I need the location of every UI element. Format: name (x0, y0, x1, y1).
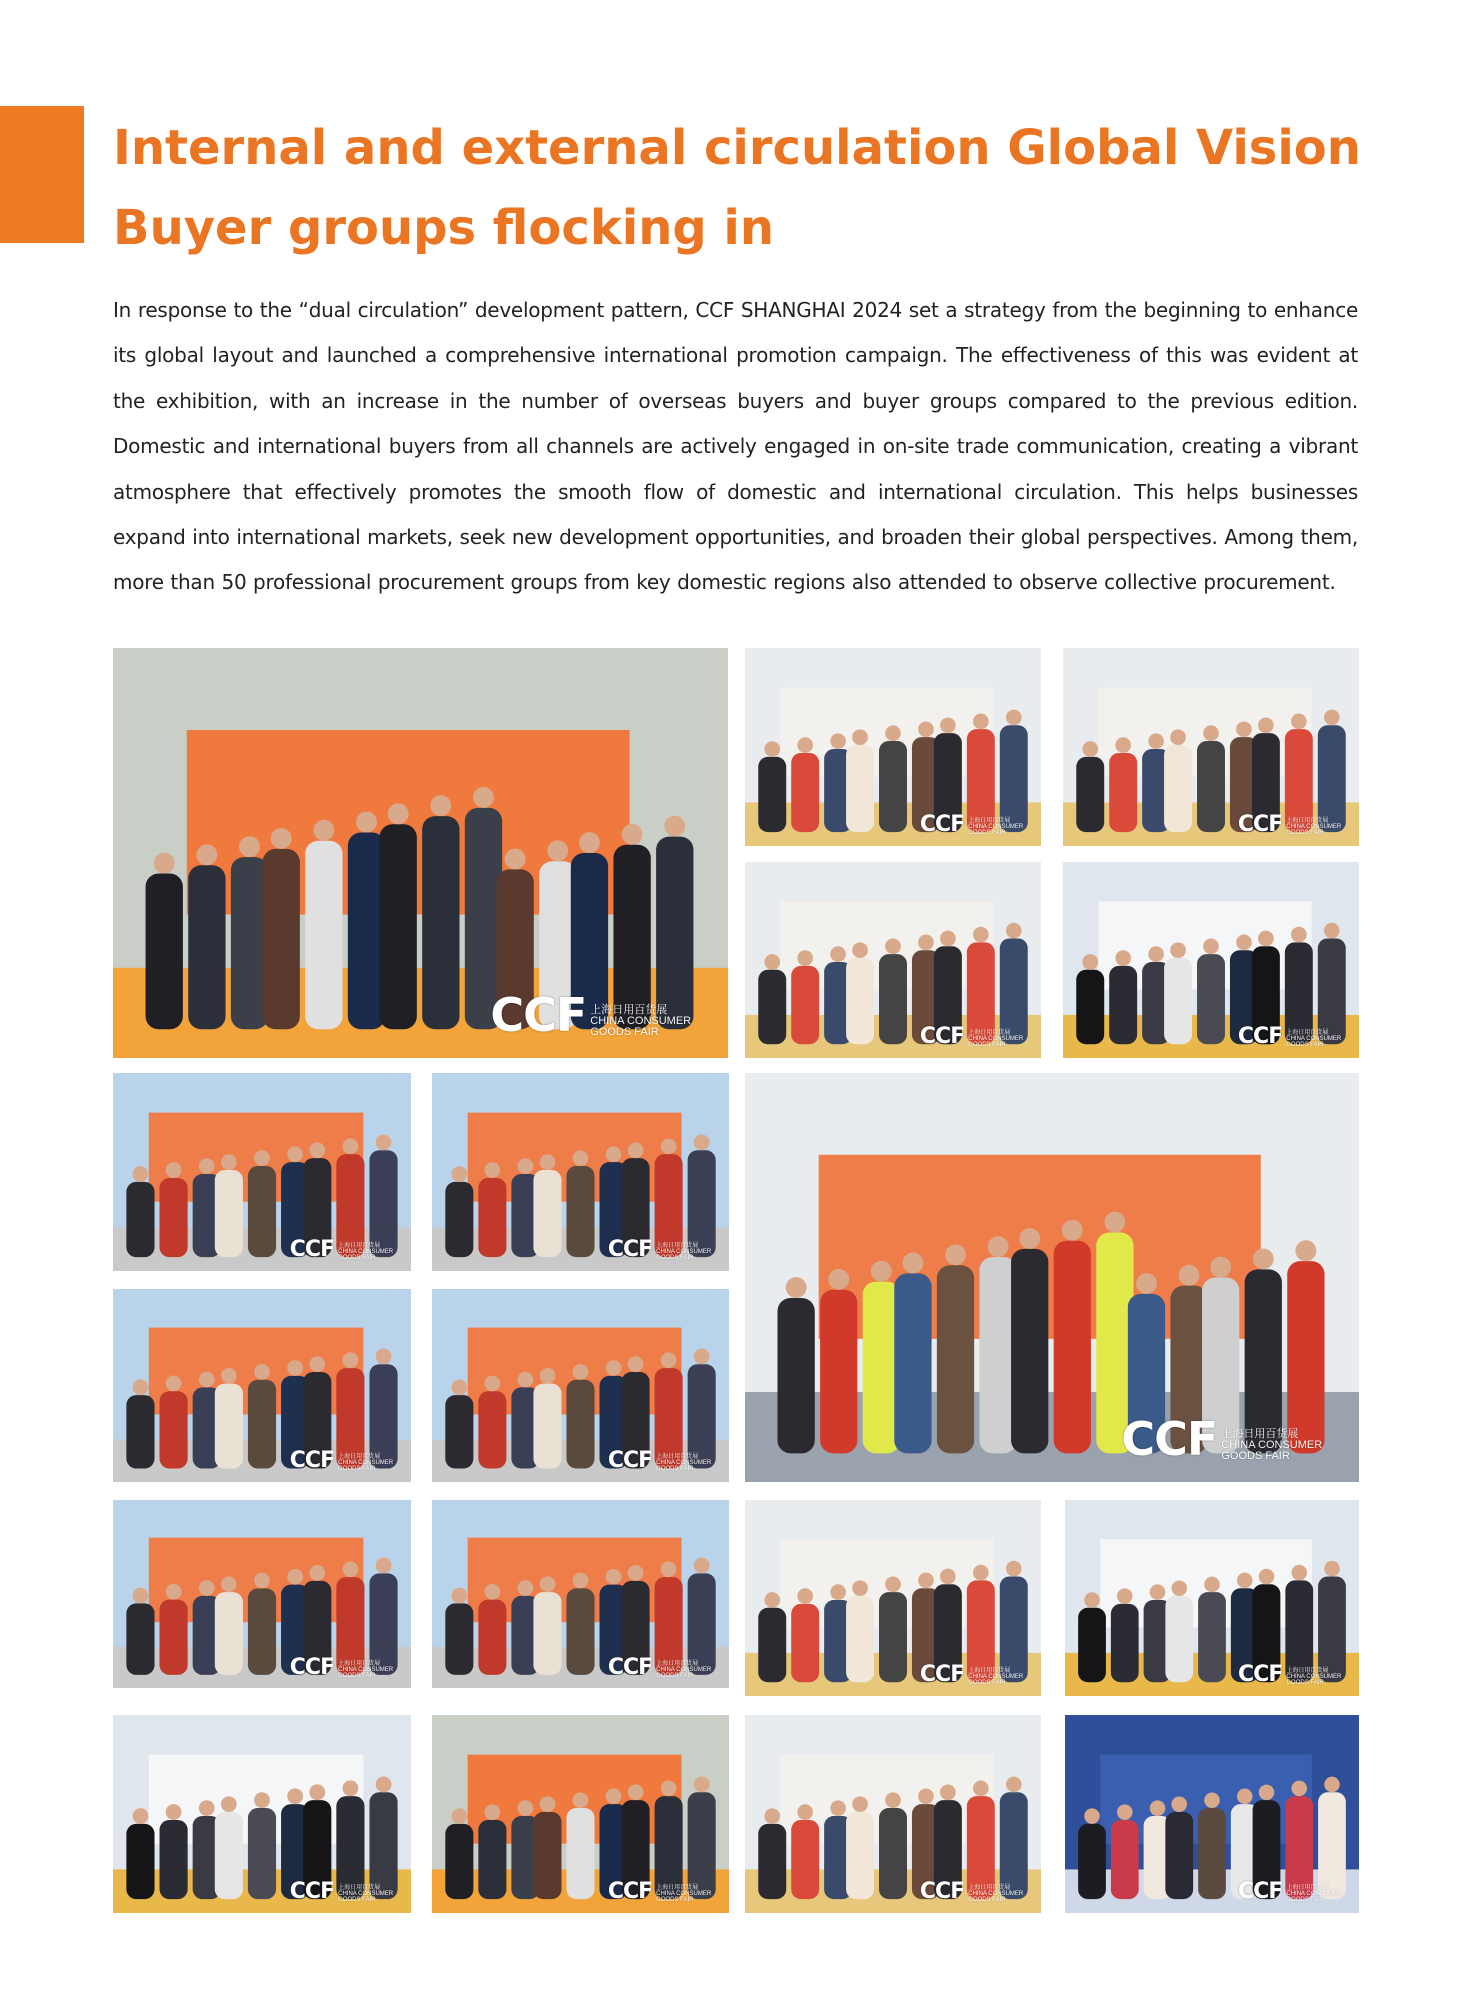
ccf-watermark-logo (608, 1881, 711, 1903)
watermark-cn: 上海日用百货展 (656, 1454, 699, 1461)
watermark-en2: GOODS FAIR (1221, 1449, 1290, 1462)
ccf-watermark-logo (607, 1654, 712, 1680)
watermark-en1: CHINA CONSUMER (1286, 1036, 1342, 1043)
watermark-en2: GOODS FAIR (656, 1897, 694, 1904)
watermark-subtitle (1286, 818, 1341, 836)
watermark-subtitle (338, 1454, 393, 1472)
photo-trade-talk (745, 1500, 1041, 1696)
watermark-subtitle (338, 1243, 393, 1261)
photo-group-outdoor-2 (432, 1073, 729, 1271)
ccf-watermark-logo (290, 1239, 393, 1261)
ccf-watermark-logo (1238, 1881, 1341, 1903)
watermark-cn: 上海日用百货展 (1286, 1668, 1329, 1675)
watermark-en1: CHINA CONSUMER (968, 1036, 1024, 1043)
watermark-brand: CCF (1238, 1879, 1283, 1905)
watermark-subtitle (590, 1005, 691, 1038)
body-paragraph: In response to the “dual circulation” development pattern, CCF SHANGHAI 2024 set a strategy from the beginning to enhance its global layout and launched a comprehensive international promotion campaign. The effectiveness of this was evident at the exhibition, with an increase in the number of overseas buyers and buyer groups compared to the previous edition. Domestic and international buyers from all channels are actively engaged in on-site trade communication, creating a vibrant atmosphere that effectively promotes the smooth flow of domestic and international circulation. This helps businesses expand into international markets, seek new development opportunities, and broaden their global perspectives. Among them, more than 50 professional procurement groups from key domestic regions also attended to observe collective procurement. (113, 298, 1358, 595)
photo-booth-counter (745, 1715, 1041, 1913)
watermark-en2: GOODS FAIR (338, 1672, 376, 1679)
watermark-subtitle (656, 1661, 711, 1679)
watermark-brand: CCF (1121, 1411, 1218, 1466)
watermark-en2: GOODS FAIR (590, 1025, 659, 1038)
watermark-cn: 上海日用百货展 (1221, 1427, 1299, 1440)
photo-group-outdoor-6 (432, 1500, 729, 1688)
watermark-en1: CHINA CONSUMER (656, 1460, 712, 1467)
watermark-en2: GOODS FAIR (1286, 830, 1324, 837)
ccf-watermark-logo (1238, 1026, 1341, 1048)
photo-hall-crowd (113, 1715, 411, 1913)
watermark-en1: CHINA CONSUMER (338, 1666, 394, 1673)
watermark-en1: CHINA CONSUMER (656, 1666, 712, 1673)
watermark-en1: CHINA CONSUMER (656, 1891, 712, 1898)
ccf-watermark-logo (289, 1654, 394, 1680)
ccf-watermark-logo (1238, 814, 1341, 836)
watermark-brand: CCF (607, 1654, 653, 1680)
accent-bar (0, 106, 84, 243)
ccf-watermark-logo (290, 1881, 393, 1903)
ccf-watermark-logo (920, 1881, 1023, 1903)
ccf-watermark-logo (290, 1450, 393, 1472)
watermark-cn: 上海日用百货展 (656, 1243, 699, 1250)
watermark-en2: GOODS FAIR (968, 1897, 1006, 1904)
ccf-watermark-logo (608, 1450, 711, 1472)
photo-group-outdoor-1 (113, 1073, 411, 1271)
watermark-brand: CCF (1238, 1662, 1283, 1688)
photo-buyer-at-booth (1063, 648, 1359, 846)
watermark-subtitle (338, 1885, 393, 1903)
photo-booth-visitors (745, 648, 1041, 846)
watermark-en1: CHINA CONSUMER (338, 1460, 394, 1467)
watermark-cn: 上海日用百货展 (590, 1003, 668, 1016)
photo-entrance-banner-crowd (432, 1715, 729, 1913)
watermark-subtitle (656, 1454, 711, 1472)
photo-crowd-outdoor-large (745, 1073, 1359, 1482)
watermark-cn: 上海日用百货展 (968, 818, 1011, 825)
watermark-en1: CHINA CONSUMER (1221, 1438, 1323, 1451)
ccf-watermark-logo (1121, 1411, 1323, 1466)
ccf-watermark-logo (920, 1664, 1023, 1686)
ccf-watermark-logo (1238, 1664, 1341, 1686)
watermark-subtitle (968, 818, 1023, 836)
watermark-cn: 上海日用百货展 (1286, 1030, 1329, 1037)
watermark-en2: GOODS FAIR (968, 1680, 1006, 1687)
watermark-brand: CCF (607, 1448, 653, 1474)
watermark-subtitle (968, 1668, 1023, 1686)
watermark-en1: CHINA CONSUMER (1286, 824, 1342, 831)
watermark-subtitle (656, 1885, 711, 1903)
watermark-cn: 上海日用百货展 (656, 1660, 699, 1667)
watermark-en2: GOODS FAIR (1286, 1042, 1324, 1049)
ccf-watermark-logo (920, 814, 1023, 836)
watermark-en2: GOODS FAIR (338, 1466, 376, 1473)
watermark-brand: CCF (289, 1654, 335, 1680)
watermark-cn: 上海日用百货展 (1286, 1885, 1329, 1892)
photo-group-outdoor-5 (113, 1500, 411, 1688)
photo-visitors-entrance (1063, 862, 1359, 1058)
title-line-1: Internal and external circulation Global Vision (113, 120, 1361, 176)
watermark-cn: 上海日用百货展 (1286, 818, 1329, 825)
photo-booth-blue (1065, 1715, 1359, 1913)
watermark-brand: CCF (289, 1237, 335, 1263)
photo-product-discussion (745, 862, 1041, 1058)
watermark-en2: GOODS FAIR (338, 1897, 376, 1904)
watermark-cn: 上海日用百货展 (968, 1885, 1011, 1892)
photo-buyer-group-banner (113, 648, 728, 1058)
watermark-en1: CHINA CONSUMER (968, 1891, 1024, 1898)
photo-delegation-booth (1065, 1500, 1359, 1696)
watermark-brand: CCF (1237, 1024, 1283, 1050)
photo-group-outdoor-3 (113, 1289, 411, 1482)
page-title (113, 108, 1443, 268)
watermark-brand: CCF (919, 1879, 965, 1905)
watermark-en1: CHINA CONSUMER (338, 1249, 394, 1256)
watermark-cn: 上海日用百货展 (968, 1668, 1011, 1675)
watermark-brand: CCF (289, 1879, 335, 1905)
ccf-watermark-logo (920, 1026, 1023, 1048)
title-line-2: Buyer groups flocking in (113, 200, 775, 256)
watermark-en1: CHINA CONSUMER (968, 1674, 1024, 1681)
watermark-subtitle (968, 1030, 1023, 1048)
photo-group-outdoor-4 (432, 1289, 729, 1482)
watermark-cn: 上海日用百货展 (968, 1030, 1011, 1037)
watermark-en2: GOODS FAIR (338, 1255, 376, 1262)
watermark-cn: 上海日用百货展 (338, 1660, 381, 1667)
watermark-en1: CHINA CONSUMER (590, 1014, 692, 1027)
watermark-en1: CHINA CONSUMER (656, 1249, 712, 1256)
watermark-cn: 上海日用百货展 (338, 1454, 381, 1461)
watermark-en2: GOODS FAIR (968, 830, 1006, 837)
watermark-subtitle (1286, 1668, 1341, 1686)
watermark-subtitle (1286, 1030, 1341, 1048)
watermark-cn: 上海日用百货展 (338, 1243, 381, 1250)
watermark-brand: CCF (289, 1448, 335, 1474)
watermark-brand: CCF (919, 812, 965, 838)
watermark-en2: GOODS FAIR (656, 1466, 694, 1473)
watermark-en1: CHINA CONSUMER (968, 824, 1024, 831)
watermark-en2: GOODS FAIR (968, 1042, 1006, 1049)
watermark-subtitle (1286, 1885, 1341, 1903)
watermark-brand: CCF (607, 1237, 653, 1263)
watermark-en2: GOODS FAIR (656, 1255, 694, 1262)
watermark-en2: GOODS FAIR (1286, 1897, 1324, 1904)
watermark-en2: GOODS FAIR (656, 1672, 694, 1679)
watermark-cn: 上海日用百货展 (338, 1885, 381, 1892)
ccf-watermark-logo (608, 1239, 711, 1261)
watermark-subtitle (1221, 1429, 1322, 1462)
watermark-brand: CCF (607, 1879, 653, 1905)
watermark-brand: CCF (1237, 812, 1283, 838)
watermark-subtitle (338, 1661, 393, 1679)
watermark-en2: GOODS FAIR (1286, 1680, 1324, 1687)
watermark-subtitle (968, 1885, 1023, 1903)
watermark-brand: CCF (919, 1662, 965, 1688)
watermark-subtitle (656, 1243, 711, 1261)
watermark-brand: CCF (919, 1024, 965, 1050)
watermark-en1: CHINA CONSUMER (1286, 1891, 1342, 1898)
watermark-brand: CCF (490, 987, 587, 1042)
watermark-cn: 上海日用百货展 (656, 1885, 699, 1892)
watermark-en1: CHINA CONSUMER (1286, 1674, 1342, 1681)
ccf-watermark-logo (490, 987, 692, 1042)
watermark-en1: CHINA CONSUMER (338, 1891, 394, 1898)
